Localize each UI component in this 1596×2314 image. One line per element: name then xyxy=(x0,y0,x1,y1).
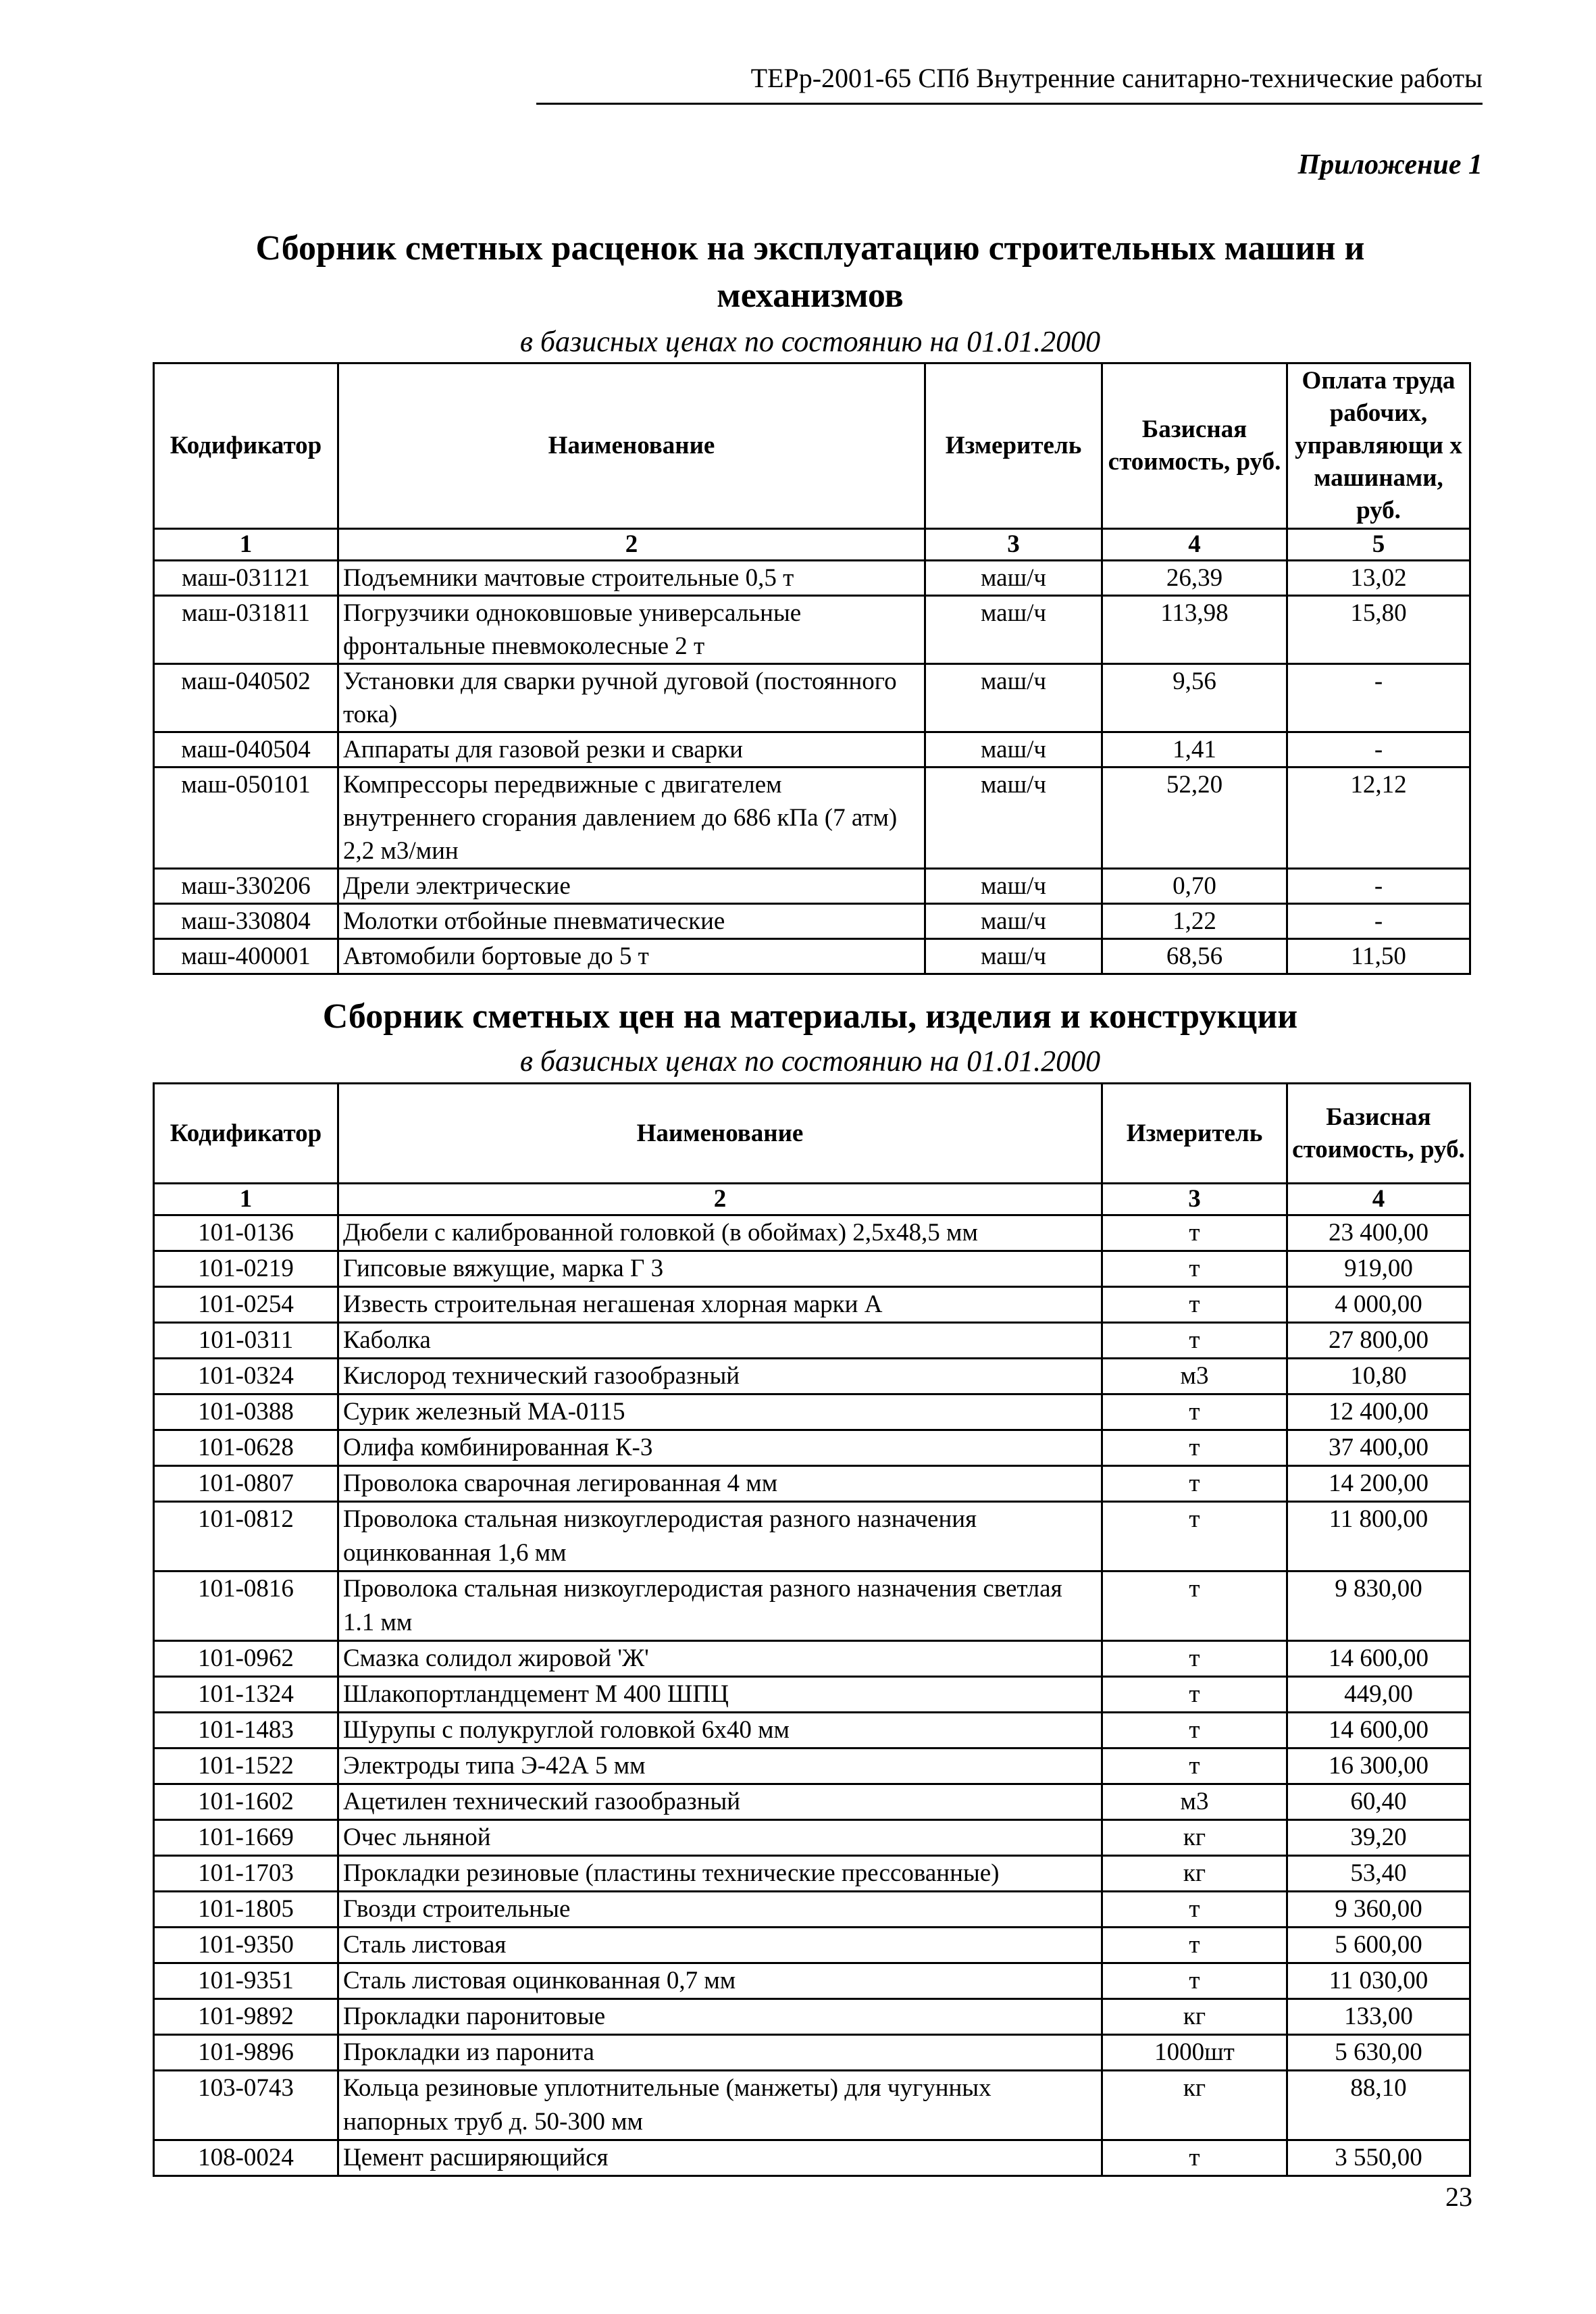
price-cell: 3 550,00 xyxy=(1287,2140,1470,2176)
name-cell: Очес льняной xyxy=(338,1820,1102,1856)
column-number: 4 xyxy=(1287,1184,1470,1215)
unit-cell: т xyxy=(1102,1963,1287,1999)
name-cell: Гвозди строительные xyxy=(338,1892,1102,1928)
column-header: Измеритель xyxy=(1102,1084,1287,1184)
table-header-row xyxy=(154,363,1470,529)
price-cell: 1,22 xyxy=(1102,904,1287,939)
unit-cell: т xyxy=(1102,1892,1287,1928)
unit-cell: маш/ч xyxy=(925,939,1102,974)
unit-cell: т xyxy=(1102,1641,1287,1677)
unit-cell: т xyxy=(1102,1287,1287,1323)
code-cell: 101-0324 xyxy=(154,1359,338,1394)
table-row xyxy=(154,1749,1470,1784)
running-title: ТЕРр-2001-65 СПб Внутренние санитарно-технические работы xyxy=(750,63,1483,93)
code-cell: 101-1669 xyxy=(154,1820,338,1856)
code-cell: 101-0816 xyxy=(154,1571,338,1641)
price-cell: 1,41 xyxy=(1102,732,1287,768)
price-cell: 9 830,00 xyxy=(1287,1571,1470,1641)
unit-cell: 1000шт xyxy=(1102,2035,1287,2071)
code-cell: 101-0388 xyxy=(154,1394,338,1430)
name-cell: Проволока стальная низкоуглеродистая разного назначения светлая 1.1 мм xyxy=(338,1571,1102,1641)
column-header: Кодификатор xyxy=(154,1084,338,1184)
price-cell: 5 630,00 xyxy=(1287,2035,1470,2071)
price-cell: 68,56 xyxy=(1102,939,1287,974)
name-cell: Аппараты для газовой резки и сварки xyxy=(338,732,925,768)
unit-cell: т xyxy=(1102,1251,1287,1287)
table-row xyxy=(154,2035,1470,2071)
table-row xyxy=(154,1856,1470,1892)
table-row xyxy=(154,1963,1470,1999)
unit-cell: т xyxy=(1102,1713,1287,1749)
code-cell: 101-0807 xyxy=(154,1466,338,1502)
price-cell: 449,00 xyxy=(1287,1677,1470,1713)
name-cell: Каболка xyxy=(338,1323,1102,1359)
price-cell: 11 030,00 xyxy=(1287,1963,1470,1999)
price-cell: 16 300,00 xyxy=(1287,1749,1470,1784)
unit-cell: кг xyxy=(1102,1820,1287,1856)
unit-cell: маш/ч xyxy=(925,768,1102,869)
wage-cell: - xyxy=(1287,664,1470,732)
table-row xyxy=(154,664,1470,732)
unit-cell: маш/ч xyxy=(925,904,1102,939)
table-row xyxy=(154,596,1470,664)
table-row xyxy=(154,1323,1470,1359)
appendix-label: Приложение 1 xyxy=(1297,149,1483,180)
table-row xyxy=(154,1359,1470,1394)
name-cell: Прокладки резиновые (пластины технические прессованные) xyxy=(338,1856,1102,1892)
code-cell: 101-1602 xyxy=(154,1784,338,1820)
wage-cell: - xyxy=(1287,869,1470,904)
code-cell: 101-1483 xyxy=(154,1713,338,1749)
column-header: Наименование xyxy=(338,363,925,529)
unit-cell: маш/ч xyxy=(925,596,1102,664)
column-header: Наименование xyxy=(338,1084,1102,1184)
machines-table xyxy=(153,362,1471,975)
wage-cell: 13,02 xyxy=(1287,561,1470,596)
table-row xyxy=(154,1820,1470,1856)
price-cell: 88,10 xyxy=(1287,2071,1470,2140)
wage-cell: 11,50 xyxy=(1287,939,1470,974)
name-cell: Известь строительная негашеная хлорная марки А xyxy=(338,1287,1102,1323)
table-row xyxy=(154,1287,1470,1323)
name-cell: Гипсовые вяжущие, марка Г 3 xyxy=(338,1251,1102,1287)
table-row xyxy=(154,2071,1470,2140)
code-cell: маш-040502 xyxy=(154,664,338,732)
price-cell: 0,70 xyxy=(1102,869,1287,904)
unit-cell: кг xyxy=(1102,1856,1287,1892)
table-row xyxy=(154,732,1470,768)
table-row xyxy=(154,904,1470,939)
column-number: 1 xyxy=(154,529,338,561)
unit-cell: маш/ч xyxy=(925,732,1102,768)
table-row xyxy=(154,768,1470,869)
code-cell: 101-9351 xyxy=(154,1963,338,1999)
name-cell: Электроды типа Э-42А 5 мм xyxy=(338,1749,1102,1784)
price-cell: 60,40 xyxy=(1287,1784,1470,1820)
code-cell: 101-0219 xyxy=(154,1251,338,1287)
section1-subtitle: в базисных ценах по состоянию на 01.01.2000 xyxy=(519,325,1101,358)
price-cell: 26,39 xyxy=(1102,561,1287,596)
price-cell: 14 200,00 xyxy=(1287,1466,1470,1502)
unit-cell: т xyxy=(1102,1502,1287,1571)
column-header: Оплата труда рабочих, управляющи х машинами, руб. xyxy=(1287,363,1470,529)
table-row xyxy=(154,1430,1470,1466)
unit-cell: т xyxy=(1102,1215,1287,1251)
table-row xyxy=(154,561,1470,596)
code-cell: 101-0962 xyxy=(154,1641,338,1677)
name-cell: Олифа комбинированная К-3 xyxy=(338,1430,1102,1466)
name-cell: Прокладки из паронита xyxy=(338,2035,1102,2071)
unit-cell: т xyxy=(1102,1430,1287,1466)
price-cell: 113,98 xyxy=(1102,596,1287,664)
name-cell: Смазка солидол жировой 'Ж' xyxy=(338,1641,1102,1677)
wage-cell: 15,80 xyxy=(1287,596,1470,664)
table-row xyxy=(154,1502,1470,1571)
table-row xyxy=(154,2140,1470,2176)
code-cell: 101-9892 xyxy=(154,1999,338,2035)
price-cell: 10,80 xyxy=(1287,1359,1470,1394)
code-cell: маш-330804 xyxy=(154,904,338,939)
section1-title-line1: Сборник сметных расценок на эксплуатацию строительных машин и xyxy=(255,229,1365,268)
unit-cell: т xyxy=(1102,1749,1287,1784)
table-row xyxy=(154,1571,1470,1641)
column-number: 1 xyxy=(154,1184,338,1215)
table-row xyxy=(154,869,1470,904)
code-cell: 108-0024 xyxy=(154,2140,338,2176)
name-cell: Кольца резиновые уплотнительные (манжеты) для чугунных напорных труб д. 50-300 мм xyxy=(338,2071,1102,2140)
code-cell: маш-400001 xyxy=(154,939,338,974)
price-cell: 12 400,00 xyxy=(1287,1394,1470,1430)
table-row xyxy=(154,1394,1470,1430)
table-row xyxy=(154,1251,1470,1287)
table-row xyxy=(154,1215,1470,1251)
name-cell: Шурупы с полукруглой головкой 6х40 мм xyxy=(338,1713,1102,1749)
column-number: 2 xyxy=(338,1184,1102,1215)
column-number: 3 xyxy=(925,529,1102,561)
name-cell: Дюбели с калиброванной головкой (в обоймах) 2,5х48,5 мм xyxy=(338,1215,1102,1251)
code-cell: 101-0812 xyxy=(154,1502,338,1571)
table-row xyxy=(154,1928,1470,1963)
code-cell: 101-9896 xyxy=(154,2035,338,2071)
column-header: Кодификатор xyxy=(154,363,338,529)
table-row xyxy=(154,1784,1470,1820)
unit-cell: т xyxy=(1102,1323,1287,1359)
unit-cell: маш/ч xyxy=(925,561,1102,596)
column-header: Базисная стоимость, руб. xyxy=(1102,363,1287,529)
name-cell: Кислород технический газообразный xyxy=(338,1359,1102,1394)
code-cell: маш-050101 xyxy=(154,768,338,869)
wage-cell: 12,12 xyxy=(1287,768,1470,869)
unit-cell: т xyxy=(1102,1394,1287,1430)
price-cell: 14 600,00 xyxy=(1287,1713,1470,1749)
column-number: 4 xyxy=(1102,529,1287,561)
unit-cell: кг xyxy=(1102,1999,1287,2035)
price-cell: 39,20 xyxy=(1287,1820,1470,1856)
code-cell: 101-0628 xyxy=(154,1430,338,1466)
price-cell: 52,20 xyxy=(1102,768,1287,869)
code-cell: маш-330206 xyxy=(154,869,338,904)
code-cell: маш-040504 xyxy=(154,732,338,768)
name-cell: Шлакопортландцемент М 400 ШПЦ xyxy=(338,1677,1102,1713)
column-number-row xyxy=(154,1184,1470,1215)
code-cell: 103-0743 xyxy=(154,2071,338,2140)
name-cell: Установки для сварки ручной дуговой (постоянного тока) xyxy=(338,664,925,732)
name-cell: Сталь листовая оцинкованная 0,7 мм xyxy=(338,1963,1102,1999)
name-cell: Ацетилен технический газообразный xyxy=(338,1784,1102,1820)
column-header: Базисная стоимость, руб. xyxy=(1287,1084,1470,1184)
price-cell: 133,00 xyxy=(1287,1999,1470,2035)
price-cell: 37 400,00 xyxy=(1287,1430,1470,1466)
code-cell: 101-0136 xyxy=(154,1215,338,1251)
table-row xyxy=(154,1677,1470,1713)
unit-cell: м3 xyxy=(1102,1784,1287,1820)
price-cell: 4 000,00 xyxy=(1287,1287,1470,1323)
code-cell: 101-9350 xyxy=(154,1928,338,1963)
unit-cell: маш/ч xyxy=(925,664,1102,732)
column-number: 2 xyxy=(338,529,925,561)
name-cell: Подъемники мачтовые строительные 0,5 т xyxy=(338,561,925,596)
name-cell: Автомобили бортовые до 5 т xyxy=(338,939,925,974)
code-cell: 101-1324 xyxy=(154,1677,338,1713)
table-row xyxy=(154,1892,1470,1928)
name-cell: Погрузчики одноковшовые универсальные фронтальные пневмоколесные 2 т xyxy=(338,596,925,664)
wage-cell: - xyxy=(1287,904,1470,939)
section1-title xyxy=(153,225,1468,320)
name-cell: Компрессоры передвижные с двигателем внутреннего сгорания давлением до 686 кПа (7 атм) 2,2 м3/мин xyxy=(338,768,925,869)
code-cell: маш-031121 xyxy=(154,561,338,596)
code-cell: 101-1703 xyxy=(154,1856,338,1892)
column-number-row xyxy=(154,529,1470,561)
price-cell: 11 800,00 xyxy=(1287,1502,1470,1571)
table-row xyxy=(154,1466,1470,1502)
unit-cell: т xyxy=(1102,1677,1287,1713)
unit-cell: т xyxy=(1102,1928,1287,1963)
price-cell: 5 600,00 xyxy=(1287,1928,1470,1963)
column-number: 3 xyxy=(1102,1184,1287,1215)
unit-cell: т xyxy=(1102,1466,1287,1502)
unit-cell: кг xyxy=(1102,2071,1287,2140)
price-cell: 9 360,00 xyxy=(1287,1892,1470,1928)
price-cell: 919,00 xyxy=(1287,1251,1470,1287)
price-cell: 27 800,00 xyxy=(1287,1323,1470,1359)
code-cell: 101-0311 xyxy=(154,1323,338,1359)
unit-cell: т xyxy=(1102,1571,1287,1641)
price-cell: 23 400,00 xyxy=(1287,1215,1470,1251)
section2-subtitle: в базисных ценах по состоянию на 01.01.2000 xyxy=(519,1045,1101,1078)
table-row xyxy=(154,939,1470,974)
code-cell: маш-031811 xyxy=(154,596,338,664)
code-cell: 101-1805 xyxy=(154,1892,338,1928)
table-row xyxy=(154,1713,1470,1749)
unit-cell: маш/ч xyxy=(925,869,1102,904)
header-divider xyxy=(536,103,1483,105)
column-number: 5 xyxy=(1287,529,1470,561)
name-cell: Сталь листовая xyxy=(338,1928,1102,1963)
name-cell: Дрели электрические xyxy=(338,869,925,904)
table-row xyxy=(154,1641,1470,1677)
page-number: 23 xyxy=(1445,2182,1472,2212)
name-cell: Проволока сварочная легированная 4 мм xyxy=(338,1466,1102,1502)
table-row xyxy=(154,1999,1470,2035)
name-cell: Молотки отбойные пневматические xyxy=(338,904,925,939)
table-header-row xyxy=(154,1084,1470,1184)
column-header: Измеритель xyxy=(925,363,1102,529)
unit-cell: т xyxy=(1102,2140,1287,2176)
section1-title-line2: механизмов xyxy=(717,276,904,315)
name-cell: Цемент расширяющийся xyxy=(338,2140,1102,2176)
section2-title: Сборник сметных цен на материалы, изделия и конструкции xyxy=(322,997,1298,1036)
wage-cell: - xyxy=(1287,732,1470,768)
unit-cell: м3 xyxy=(1102,1359,1287,1394)
name-cell: Проволока стальная низкоуглеродистая разного назначения оцинкованная 1,6 мм xyxy=(338,1502,1102,1571)
price-cell: 53,40 xyxy=(1287,1856,1470,1892)
price-cell: 14 600,00 xyxy=(1287,1641,1470,1677)
name-cell: Сурик железный МА-0115 xyxy=(338,1394,1102,1430)
price-cell: 9,56 xyxy=(1102,664,1287,732)
code-cell: 101-1522 xyxy=(154,1749,338,1784)
code-cell: 101-0254 xyxy=(154,1287,338,1323)
name-cell: Прокладки паронитовые xyxy=(338,1999,1102,2035)
materials-table xyxy=(153,1082,1471,2177)
